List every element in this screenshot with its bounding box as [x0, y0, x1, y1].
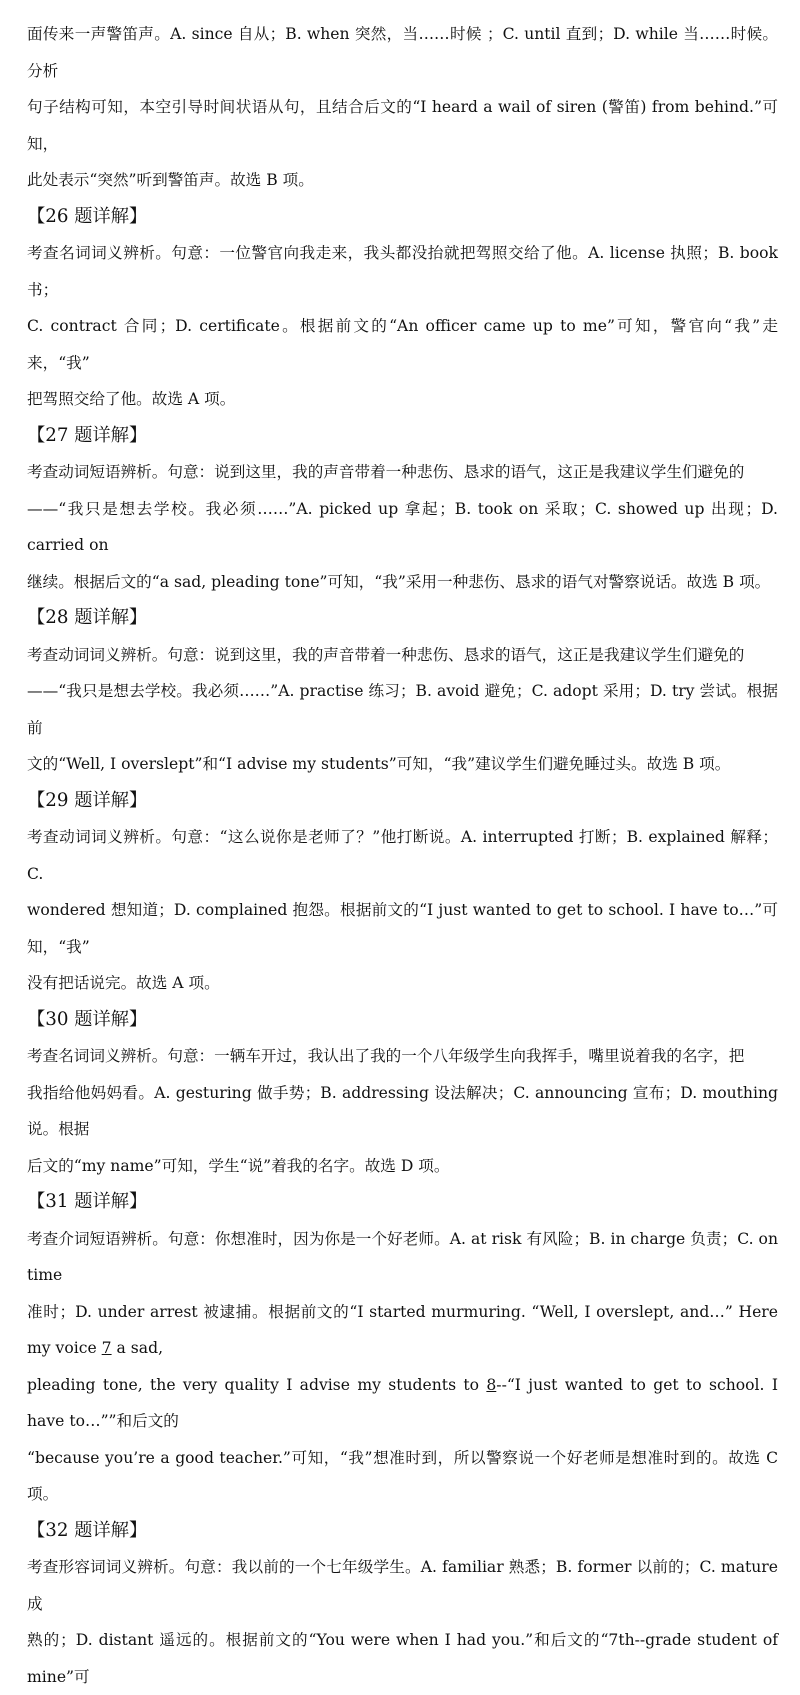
question-27-line-3: 继续。根据后文的“a sad, pleading tone”可知，“我”采用一种悲伤、恳求的语气对警察说话。故选 B 项。 — [27, 564, 778, 601]
question-28-line-1: 考查动词词义辨析。句意：说到这里，我的声音带着一种悲伤、恳求的语气，这正是我建议学生们避免的 — [27, 637, 778, 674]
question-30-line-1: 考查名词词义辨析。句意：一辆车开过，我认出了我的一个八年级学生向我挥手，嘴里说着我的名字，把 — [27, 1038, 778, 1075]
question-27-line-1: 考查动词短语辨析。句意：说到这里，我的声音带着一种悲伤、恳求的语气，这正是我建议学生们避免的 — [27, 454, 778, 491]
question-31-section — [27, 1184, 778, 1513]
question-31-line-1: 考查介词短语辨析。句意：你想准时，因为你是一个好老师。A. at risk 有风险；B. in charge 负责；C. on time — [27, 1221, 778, 1294]
question-29-line-2: wondered 想知道；D. complained 抱怨。根据前文的“I just wanted to get to school. I have to…”可知，“我” — [27, 892, 778, 965]
question-31-line-3 — [27, 1367, 778, 1440]
question-26-line-3: 把驾照交给了他。故选 A 项。 — [27, 381, 778, 418]
question-28-heading: 【28 题详解】 — [27, 600, 778, 637]
question-26-section — [27, 199, 778, 418]
question-32-section — [27, 1513, 778, 1695]
question-28-line-3: 文的“Well, I overslept”和“I advise my students”可知，“我”建议学生们避免睡过头。故选 B 项。 — [27, 746, 778, 783]
intro-line-3: 此处表示“突然”听到警笛声。故选 B 项。 — [27, 162, 778, 199]
question-31-line-4: “because you’re a good teacher.”可知，“我”想准时到，所以警察说一个好老师是想准时到的。故选 C 项。 — [27, 1440, 778, 1513]
question-29-line-3: 没有把话说完。故选 A 项。 — [27, 965, 778, 1002]
question-27-line-2: ——“我只是想去学校。我必须……”A. picked up 拿起；B. took on 采取；C. showed up 出现；D. carried on — [27, 491, 778, 564]
question-32-heading: 【32 题详解】 — [27, 1513, 778, 1550]
question-29-heading: 【29 题详解】 — [27, 783, 778, 820]
question-31-line-2-end: a sad, — [112, 1339, 163, 1357]
question-30-line-3: 后文的“my name”可知，学生“说”着我的名字。故选 D 项。 — [27, 1148, 778, 1185]
question-31-line-3-start: pleading tone, the very quality I advise my students to — [27, 1376, 486, 1394]
blank-8-number: 8 — [486, 1376, 496, 1394]
question-26-heading: 【26 题详解】 — [27, 199, 778, 236]
question-29-line-1: 考查动词词义辨析。句意：“这么说你是老师了？”他打断说。A. interrupted 打断；B. explained 解释；C. — [27, 819, 778, 892]
question-32-line-2: 熟的；D. distant 遥远的。根据前文的“You were when I had you.”和后文的“7th--grade student of mine”可 — [27, 1622, 778, 1695]
question-30-heading: 【30 题详解】 — [27, 1002, 778, 1039]
question-31-line-2 — [27, 1294, 778, 1367]
question-26-line-1: 考查名词词义辨析。句意：一位警官向我走来，我头都没抬就把驾照交给了他。A. license 执照；B. book 书； — [27, 235, 778, 308]
question-30-line-2: 我指给他妈妈看。A. gesturing 做手势；B. addressing 设法解决；C. announcing 宣布；D. mouthing 说。根据 — [27, 1075, 778, 1148]
question-31-heading: 【31 题详解】 — [27, 1184, 778, 1221]
question-28-line-2: ——“我只是想去学校。我必须……”A. practise 练习；B. avoid 避免；C. adopt 采用；D. try 尝试。根据前 — [27, 673, 778, 746]
question-26-line-2: C. contract 合同；D. certificate。根据前文的“An officer came up to me”可知，警官向“我”走来，“我” — [27, 308, 778, 381]
question-29-section — [27, 783, 778, 1002]
question-27-section — [27, 418, 778, 601]
question-28-section — [27, 600, 778, 783]
intro-line-2: 句子结构可知，本空引导时间状语从句，且结合后文的“I heard a wail of siren (警笛) from behind.”可知， — [27, 89, 778, 162]
question-27-heading: 【27 题详解】 — [27, 418, 778, 455]
question-31-line-3-end: --“I just wanted to get to school. I have to…””和后文的 — [27, 1376, 778, 1431]
intro-section — [27, 16, 778, 199]
question-32-line-1: 考查形容词词义辨析。句意：我以前的一个七年级学生。A. familiar 熟悉；B. former 以前的；C. mature 成 — [27, 1549, 778, 1622]
blank-7-number: 7 — [102, 1339, 112, 1357]
question-31-line-2-start: 准时；D. under arrest 被逮捕。根据前文的“I started murmuring. “Well, I overslept, and…” Here my voice — [27, 1303, 778, 1358]
question-30-section — [27, 1002, 778, 1185]
intro-line-1: 面传来一声警笛声。A. since 自从；B. when 突然，当……时候 ；C. until 直到；D. while 当……时候。分析 — [27, 16, 778, 89]
